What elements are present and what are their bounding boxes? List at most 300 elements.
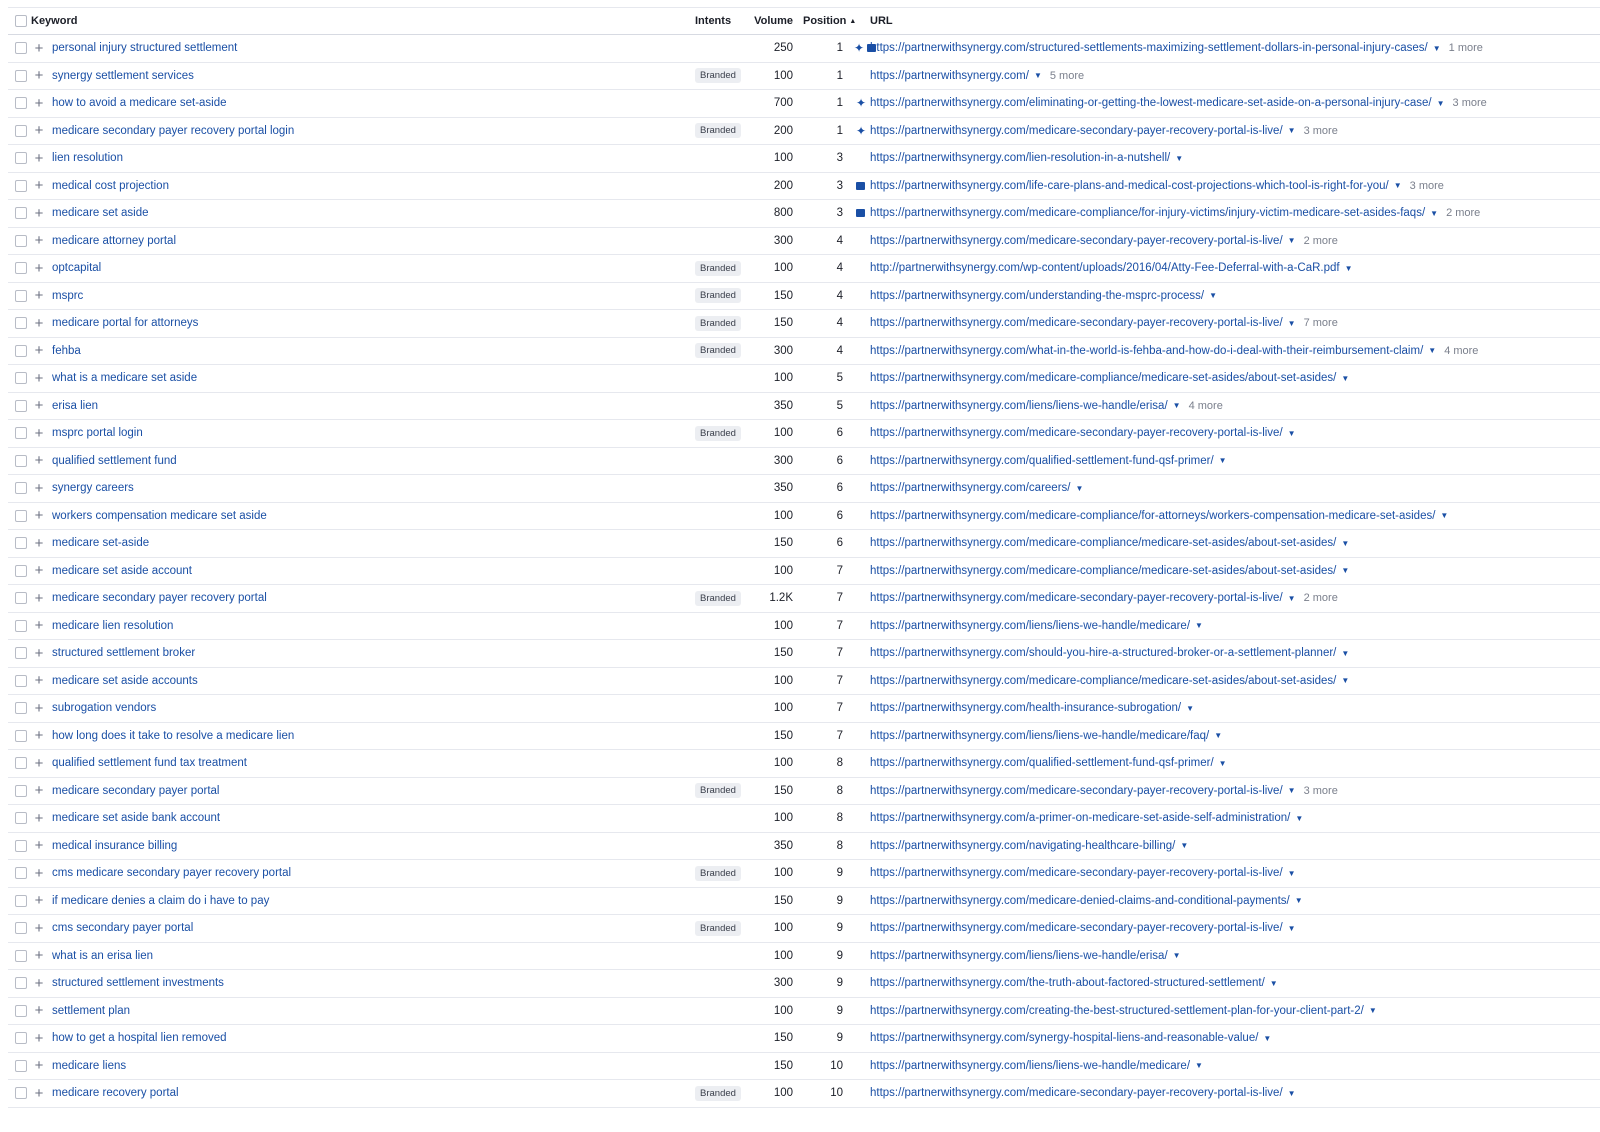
ranking-url-link[interactable]: https://partnerwithsynergy.com/structured-settlements-maximizing-settlement-dollars-in-personal-injury-cases/ xyxy=(870,42,1428,55)
row-checkbox[interactable] xyxy=(15,785,27,797)
ranking-url-link[interactable]: https://partnerwithsynergy.com/medicare-compliance/medicare-set-asides/about-set-asides/ xyxy=(870,564,1337,577)
ranking-url-link[interactable]: https://partnerwithsynergy.com/liens/liens-we-handle/medicare/faq/ xyxy=(870,729,1210,742)
keyword-link[interactable]: medicare attorney portal xyxy=(52,234,177,247)
chevron-down-icon[interactable]: ▼ xyxy=(1287,126,1296,136)
position-value: 7 xyxy=(836,702,843,715)
row-checkbox[interactable] xyxy=(15,97,27,109)
row-checkbox[interactable] xyxy=(15,620,27,632)
keyword-link[interactable]: structured settlement investments xyxy=(52,977,224,990)
add-keyword-button[interactable]: + xyxy=(34,259,44,277)
row-checkbox[interactable] xyxy=(15,42,27,54)
ranking-url-link[interactable]: https://partnerwithsynergy.com/liens/liens-we-handle/medicare/ xyxy=(870,1059,1191,1072)
keyword-link[interactable]: msprc portal login xyxy=(52,427,143,440)
row-checkbox[interactable] xyxy=(15,757,27,769)
row-select-cell[interactable] xyxy=(15,585,27,612)
chevron-down-icon[interactable]: ▼ xyxy=(1195,1061,1203,1071)
intents-column-header[interactable]: Intents xyxy=(695,15,732,27)
volume-value: 150 xyxy=(773,537,793,550)
chevron-down-icon[interactable]: ▼ xyxy=(1218,456,1227,466)
keyword-link[interactable]: medicare set aside accounts xyxy=(52,674,198,687)
row-checkbox[interactable] xyxy=(15,867,27,879)
add-keyword-button[interactable]: + xyxy=(34,397,44,415)
row-select-cell[interactable] xyxy=(15,448,27,475)
ranking-url-link[interactable]: https://partnerwithsynergy.com/the-truth-about-factored-structured-settlement/ xyxy=(870,977,1265,990)
add-keyword-button[interactable]: + xyxy=(34,837,44,855)
chevron-down-icon[interactable]: ▼ xyxy=(1295,813,1304,823)
row-select-cell[interactable] xyxy=(15,35,27,62)
add-keyword-button[interactable]: + xyxy=(34,727,44,745)
keyword-link[interactable]: workers compensation medicare set aside xyxy=(52,509,267,522)
keyword-link[interactable]: medicare recovery portal xyxy=(52,1087,179,1100)
chevron-down-icon[interactable]: ▼ xyxy=(1341,648,1350,658)
keyword-link[interactable]: subrogation vendors xyxy=(52,702,157,715)
branded-badge: Branded xyxy=(695,316,741,331)
add-keyword-button[interactable]: + xyxy=(34,39,44,57)
keyword-link[interactable]: what is a medicare set aside xyxy=(52,372,198,385)
add-keyword-button[interactable]: + xyxy=(34,177,44,195)
row-checkbox[interactable] xyxy=(15,675,27,687)
keyword-link[interactable]: synergy settlement services xyxy=(52,69,194,82)
row-checkbox[interactable] xyxy=(15,1032,27,1044)
row-select-cell[interactable] xyxy=(15,283,27,310)
url-cell xyxy=(870,173,1444,200)
keyword-column-header[interactable]: Keyword xyxy=(31,15,78,27)
branded-badge: Branded xyxy=(695,343,741,358)
add-keyword-button[interactable]: + xyxy=(34,534,44,552)
row-select-cell[interactable] xyxy=(15,365,27,392)
chevron-down-icon[interactable]: ▼ xyxy=(1287,236,1296,246)
row-checkbox[interactable] xyxy=(15,702,27,714)
keyword-link[interactable]: settlement plan xyxy=(52,1004,130,1017)
keyword-link[interactable]: qualified settlement fund xyxy=(52,454,177,467)
keyword-link[interactable]: medical cost projection xyxy=(52,179,169,192)
row-select-cell[interactable] xyxy=(15,860,27,887)
chevron-down-icon[interactable]: ▼ xyxy=(1186,703,1195,713)
add-keyword-button[interactable]: + xyxy=(34,479,44,497)
ranking-url-link[interactable]: https://partnerwithsynergy.com/medicare-secondary-payer-recovery-portal-is-live/ xyxy=(870,592,1283,605)
url-column-header[interactable]: URL xyxy=(870,15,893,27)
ranking-url-link[interactable]: https://partnerwithsynergy.com/health-insurance-subrogation/ xyxy=(870,702,1182,715)
ranking-url-link[interactable]: https://partnerwithsynergy.com/understanding-the-msprc-process/ xyxy=(870,289,1205,302)
row-select-cell[interactable] xyxy=(15,943,27,970)
row-checkbox[interactable] xyxy=(15,70,27,82)
keyword-link[interactable]: medicare secondary payer portal xyxy=(52,784,220,797)
ranking-url-link[interactable]: https://partnerwithsynergy.com/medicare-secondary-payer-recovery-portal-is-live/ xyxy=(870,867,1283,880)
add-keyword-button[interactable]: + xyxy=(34,1002,44,1020)
add-keyword-button[interactable]: + xyxy=(34,782,44,800)
table-row xyxy=(8,118,1600,146)
add-keyword-button[interactable]: + xyxy=(34,1084,44,1102)
row-checkbox[interactable] xyxy=(15,1087,27,1099)
row-checkbox[interactable] xyxy=(15,950,27,962)
chevron-down-icon[interactable]: ▼ xyxy=(1341,373,1350,383)
chevron-down-icon[interactable]: ▼ xyxy=(1344,263,1353,273)
row-select-cell[interactable] xyxy=(15,805,27,832)
add-keyword-button[interactable]: + xyxy=(34,644,44,662)
row-checkbox[interactable] xyxy=(15,510,27,522)
add-keyword-button[interactable]: + xyxy=(34,204,44,222)
chevron-down-icon[interactable]: ▼ xyxy=(1341,538,1350,548)
ranking-url-link[interactable]: https://partnerwithsynergy.com/synergy-hospital-liens-and-reasonable-value/ xyxy=(870,1032,1259,1045)
more-urls-link[interactable]: 7 more xyxy=(1303,317,1338,330)
row-select-cell[interactable] xyxy=(15,63,27,90)
table-row xyxy=(8,943,1600,971)
ranking-url-link[interactable]: https://partnerwithsynergy.com/medicare-denied-claims-and-conditional-payments/ xyxy=(870,894,1290,907)
chevron-down-icon[interactable]: ▼ xyxy=(1218,758,1227,768)
chevron-down-icon[interactable]: ▼ xyxy=(1287,593,1296,603)
branded-badge: Branded xyxy=(695,921,741,936)
row-select-cell[interactable] xyxy=(15,613,27,640)
url-cell xyxy=(870,310,1338,337)
row-select-cell[interactable] xyxy=(15,640,27,667)
row-checkbox[interactable] xyxy=(15,922,27,934)
ranking-url-link[interactable]: https://partnerwithsynergy.com/medicare-secondary-payer-recovery-portal-is-live/ xyxy=(870,922,1283,935)
position-value: 4 xyxy=(836,262,843,275)
chevron-down-icon[interactable]: ▼ xyxy=(1368,1006,1377,1016)
select-all-cell[interactable] xyxy=(15,8,27,34)
row-select-cell[interactable] xyxy=(15,338,27,365)
ranking-url-link[interactable]: https://partnerwithsynergy.com/qualified-settlement-fund-qsf-primer/ xyxy=(870,454,1214,467)
keyword-link[interactable]: optcapital xyxy=(52,262,102,275)
keyword-link[interactable]: medicare lien resolution xyxy=(52,619,174,632)
chevron-down-icon[interactable]: ▼ xyxy=(1440,511,1449,521)
url-cell xyxy=(870,530,1349,557)
row-select-cell[interactable] xyxy=(15,90,27,117)
keyword-link[interactable]: medicare secondary payer recovery portal xyxy=(52,592,267,605)
keyword-link[interactable]: synergy careers xyxy=(52,482,134,495)
more-urls-link[interactable]: 3 more xyxy=(1409,179,1444,192)
add-keyword-button[interactable]: + xyxy=(34,232,44,250)
more-urls-link[interactable]: 3 more xyxy=(1303,784,1338,797)
table-row xyxy=(8,585,1600,613)
table-row xyxy=(8,723,1600,751)
row-checkbox[interactable] xyxy=(15,235,27,247)
ranking-url-link[interactable]: https://partnerwithsynergy.com/what-in-the-world-is-fehba-and-how-do-i-deal-with-their-reimbursement-claim/ xyxy=(870,344,1424,357)
add-keyword-button[interactable]: + xyxy=(34,589,44,607)
keyword-link[interactable]: medicare set aside bank account xyxy=(52,812,221,825)
add-keyword-button[interactable]: + xyxy=(34,122,44,140)
row-select-cell[interactable] xyxy=(15,695,27,722)
ranking-url-link[interactable]: https://partnerwithsynergy.com/eliminating-or-getting-the-lowest-medicare-set-aside-on-a-personal-injury-case/ xyxy=(870,97,1432,110)
chevron-down-icon[interactable]: ▼ xyxy=(1209,291,1217,301)
add-keyword-button[interactable]: + xyxy=(34,919,44,937)
table-row xyxy=(8,833,1600,861)
position-value: 1 xyxy=(836,42,843,55)
ranking-url-link[interactable]: https://partnerwithsynergy.com/should-you-hire-a-structured-broker-or-a-settlement-planner/ xyxy=(870,647,1337,660)
chevron-down-icon[interactable]: ▼ xyxy=(1195,621,1203,631)
table-row xyxy=(8,970,1600,998)
row-checkbox[interactable] xyxy=(15,977,27,989)
position-column-header[interactable] xyxy=(803,8,856,34)
chevron-down-icon[interactable]: ▼ xyxy=(1393,181,1402,191)
row-select-cell[interactable] xyxy=(15,173,27,200)
chevron-down-icon[interactable]: ▼ xyxy=(1175,153,1184,163)
select-all-checkbox[interactable] xyxy=(15,15,27,27)
add-keyword-button[interactable]: + xyxy=(34,809,44,827)
chevron-down-icon[interactable]: ▼ xyxy=(1294,896,1303,906)
add-keyword-button[interactable]: + xyxy=(34,864,44,882)
keyword-link[interactable]: medicare set aside xyxy=(52,207,149,220)
add-keyword-button[interactable]: + xyxy=(34,617,44,635)
url-cell xyxy=(870,228,1338,255)
ranking-url-link[interactable]: https://partnerwithsynergy.com/creating-the-best-structured-settlement-plan-for-your-client-part-2/ xyxy=(870,1004,1364,1017)
chevron-down-icon[interactable]: ▼ xyxy=(1428,346,1437,356)
volume-value: 100 xyxy=(773,867,793,880)
keyword-link[interactable]: qualified settlement fund tax treatment xyxy=(52,757,247,770)
keyword-link[interactable]: how long does it take to resolve a medicare lien xyxy=(52,729,295,742)
chevron-down-icon[interactable]: ▼ xyxy=(1287,923,1296,933)
add-keyword-button[interactable]: + xyxy=(34,149,44,167)
chevron-down-icon[interactable]: ▼ xyxy=(1172,951,1181,961)
row-select-cell[interactable] xyxy=(15,255,27,282)
sparkle-icon: ✦ xyxy=(856,96,867,111)
chevron-down-icon[interactable]: ▼ xyxy=(1341,566,1350,576)
add-keyword-button[interactable]: + xyxy=(34,754,44,772)
chevron-down-icon[interactable]: ▼ xyxy=(1033,71,1042,81)
ranking-url-link[interactable]: https://partnerwithsynergy.com/medicare-secondary-payer-recovery-portal-is-live/ xyxy=(870,234,1283,247)
row-checkbox[interactable] xyxy=(15,455,27,467)
more-urls-link[interactable]: 2 more xyxy=(1303,592,1338,605)
row-select-cell[interactable] xyxy=(15,888,27,915)
add-keyword-button[interactable]: + xyxy=(34,672,44,690)
row-select-cell[interactable] xyxy=(15,503,27,530)
ranking-url-link[interactable]: https://partnerwithsynergy.com/liens/liens-we-handle/erisa/ xyxy=(870,949,1168,962)
keyword-link[interactable]: medicare portal for attorneys xyxy=(52,317,199,330)
more-urls-link[interactable]: 3 more xyxy=(1452,97,1487,110)
position-value: 9 xyxy=(836,1004,843,1017)
branded-badge: Branded xyxy=(695,1086,741,1101)
add-keyword-button[interactable]: + xyxy=(34,287,44,305)
keyword-link[interactable]: medicare secondary payer recovery portal login xyxy=(52,124,295,137)
row-checkbox[interactable] xyxy=(15,345,27,357)
add-keyword-button[interactable]: + xyxy=(34,342,44,360)
row-select-cell[interactable] xyxy=(15,118,27,145)
row-checkbox[interactable] xyxy=(15,592,27,604)
url-cell xyxy=(870,1053,1203,1080)
row-checkbox[interactable] xyxy=(15,1005,27,1017)
keyword-link[interactable]: medical insurance billing xyxy=(52,839,178,852)
row-checkbox[interactable] xyxy=(15,290,27,302)
row-checkbox[interactable] xyxy=(15,207,27,219)
row-select-cell[interactable] xyxy=(15,1025,27,1052)
chevron-down-icon[interactable]: ▼ xyxy=(1287,318,1296,328)
row-select-cell[interactable] xyxy=(15,998,27,1025)
row-checkbox[interactable] xyxy=(15,647,27,659)
ranking-url-link[interactable]: https://partnerwithsynergy.com/ xyxy=(870,69,1029,82)
url-cell xyxy=(870,778,1338,805)
ranking-url-link[interactable]: https://partnerwithsynergy.com/medicare-secondary-payer-recovery-portal-is-live/ xyxy=(870,124,1283,137)
more-urls-link[interactable]: 1 more xyxy=(1448,42,1483,55)
keyword-link[interactable]: erisa lien xyxy=(52,399,99,412)
add-keyword-button[interactable]: + xyxy=(34,1057,44,1075)
more-urls-link[interactable]: 2 more xyxy=(1446,207,1481,220)
row-select-cell[interactable] xyxy=(15,1053,27,1080)
row-select-cell[interactable] xyxy=(15,228,27,255)
keyword-link[interactable]: personal injury structured settlement xyxy=(52,42,238,55)
url-cell xyxy=(870,1025,1271,1052)
chevron-down-icon[interactable]: ▼ xyxy=(1214,731,1223,741)
keyword-link[interactable]: what is an erisa lien xyxy=(52,949,153,962)
row-checkbox[interactable] xyxy=(15,840,27,852)
add-keyword-button[interactable]: + xyxy=(34,94,44,112)
keyword-link[interactable]: medicare set aside account xyxy=(52,564,192,577)
keyword-link[interactable]: fehba xyxy=(52,344,81,357)
keyword-link[interactable]: medicare set-aside xyxy=(52,537,150,550)
ranking-url-link[interactable]: https://partnerwithsynergy.com/a-primer-on-medicare-set-aside-self-administration/ xyxy=(870,812,1291,825)
chevron-down-icon[interactable]: ▼ xyxy=(1287,1088,1296,1098)
table-row xyxy=(8,888,1600,916)
keyword-link[interactable]: lien resolution xyxy=(52,152,123,165)
row-select-cell[interactable] xyxy=(15,475,27,502)
ranking-url-link[interactable]: https://partnerwithsynergy.com/medicare-compliance/medicare-set-asides/about-set-asides/ xyxy=(870,372,1337,385)
volume-value: 100 xyxy=(773,949,793,962)
row-checkbox[interactable] xyxy=(15,812,27,824)
table-row xyxy=(8,393,1600,421)
row-select-cell[interactable] xyxy=(15,530,27,557)
row-select-cell[interactable] xyxy=(15,915,27,942)
add-keyword-button[interactable]: + xyxy=(34,974,44,992)
chevron-down-icon[interactable]: ▼ xyxy=(1287,786,1296,796)
more-urls-link[interactable]: 4 more xyxy=(1444,344,1479,357)
ranking-url-link[interactable]: https://partnerwithsynergy.com/medicare-compliance/for-injury-victims/injury-victim-medicare-set-asides-faqs/ xyxy=(870,207,1426,220)
volume-value: 150 xyxy=(773,1032,793,1045)
more-urls-link[interactable]: 5 more xyxy=(1049,69,1085,82)
row-select-cell[interactable] xyxy=(15,668,27,695)
chevron-down-icon[interactable]: ▼ xyxy=(1180,841,1189,851)
row-select-cell[interactable] xyxy=(15,833,27,860)
row-select-cell[interactable] xyxy=(15,750,27,777)
add-keyword-button[interactable]: + xyxy=(34,947,44,965)
volume-column-header[interactable]: Volume xyxy=(754,15,793,27)
ranking-url-link[interactable]: https://partnerwithsynergy.com/medicare-secondary-payer-recovery-portal-is-live/ xyxy=(870,427,1283,440)
ranking-url-link[interactable]: https://partnerwithsynergy.com/liens/liens-we-handle/erisa/ xyxy=(870,399,1168,412)
row-select-cell[interactable] xyxy=(15,310,27,337)
chevron-down-icon[interactable]: ▼ xyxy=(1172,401,1181,411)
row-checkbox[interactable] xyxy=(15,895,27,907)
add-keyword-button[interactable]: + xyxy=(34,562,44,580)
add-keyword-button[interactable]: + xyxy=(34,699,44,717)
position-value: 9 xyxy=(836,1032,843,1045)
row-select-cell[interactable] xyxy=(15,778,27,805)
row-checkbox[interactable] xyxy=(15,400,27,412)
row-checkbox[interactable] xyxy=(15,372,27,384)
add-keyword-button[interactable]: + xyxy=(34,507,44,525)
chevron-down-icon[interactable]: ▼ xyxy=(1287,868,1296,878)
row-select-cell[interactable] xyxy=(15,558,27,585)
row-checkbox[interactable] xyxy=(15,482,27,494)
row-checkbox[interactable] xyxy=(15,730,27,742)
keyword-link[interactable]: how to get a hospital lien removed xyxy=(52,1032,227,1045)
url-cell xyxy=(870,35,1483,62)
add-keyword-button[interactable]: + xyxy=(34,369,44,387)
sparkle-icon: ✦ xyxy=(856,123,867,138)
add-keyword-button[interactable]: + xyxy=(34,424,44,442)
chevron-down-icon[interactable]: ▼ xyxy=(1269,978,1278,988)
row-checkbox[interactable] xyxy=(15,317,27,329)
row-select-cell[interactable] xyxy=(15,200,27,227)
position-value: 5 xyxy=(836,399,843,412)
ranking-url-link[interactable]: http://partnerwithsynergy.com/wp-content/uploads/2016/04/Atty-Fee-Deferral-with-a-CaR.pdf xyxy=(870,262,1340,275)
ranking-url-link[interactable]: https://partnerwithsynergy.com/medicare-secondary-payer-recovery-portal-is-live/ xyxy=(870,317,1283,330)
row-select-cell[interactable] xyxy=(15,1080,27,1107)
row-select-cell[interactable] xyxy=(15,393,27,420)
keyword-link[interactable]: msprc xyxy=(52,289,84,302)
row-checkbox[interactable] xyxy=(15,427,27,439)
branded-badge: Branded xyxy=(695,123,741,138)
table-row xyxy=(8,200,1600,228)
row-select-cell[interactable] xyxy=(15,970,27,997)
add-keyword-button[interactable]: + xyxy=(34,452,44,470)
ranking-url-link[interactable]: https://partnerwithsynergy.com/medicare-compliance/medicare-set-asides/about-set-asides/ xyxy=(870,674,1337,687)
row-select-cell[interactable] xyxy=(15,420,27,447)
row-select-cell[interactable] xyxy=(15,723,27,750)
ranking-url-link[interactable]: https://partnerwithsynergy.com/medicare-compliance/for-attorneys/workers-compensation-medicare-set-asides/ xyxy=(870,509,1436,522)
keyword-link[interactable]: if medicare denies a claim do i have to pay xyxy=(52,894,270,907)
add-keyword-button[interactable]: + xyxy=(34,892,44,910)
ranking-url-link[interactable]: https://partnerwithsynergy.com/medicare-secondary-payer-recovery-portal-is-live/ xyxy=(870,1087,1283,1100)
chevron-down-icon[interactable]: ▼ xyxy=(1430,208,1439,218)
chevron-down-icon[interactable]: ▼ xyxy=(1436,98,1445,108)
row-checkbox[interactable] xyxy=(15,180,27,192)
url-cell xyxy=(870,860,1296,887)
url-cell xyxy=(870,613,1203,640)
ranking-url-link[interactable]: https://partnerwithsynergy.com/medicare-secondary-payer-recovery-portal-is-live/ xyxy=(870,784,1283,797)
ranking-url-link[interactable]: https://partnerwithsynergy.com/liens/liens-we-handle/medicare/ xyxy=(870,619,1191,632)
position-value: 7 xyxy=(836,674,843,687)
row-checkbox[interactable] xyxy=(15,1060,27,1072)
branded-badge: Branded xyxy=(695,591,741,606)
keyword-link[interactable]: structured settlement broker xyxy=(52,647,196,660)
chevron-down-icon[interactable]: ▼ xyxy=(1075,483,1084,493)
volume-value: 350 xyxy=(773,482,793,495)
row-select-cell[interactable] xyxy=(15,145,27,172)
add-keyword-button[interactable]: + xyxy=(34,67,44,85)
row-checkbox[interactable] xyxy=(15,565,27,577)
ranking-url-link[interactable]: https://partnerwithsynergy.com/qualified-settlement-fund-qsf-primer/ xyxy=(870,757,1214,770)
more-urls-link[interactable]: 3 more xyxy=(1303,124,1338,137)
intent-cell xyxy=(695,420,741,447)
volume-value: 100 xyxy=(773,372,793,385)
ranking-url-link[interactable]: https://partnerwithsynergy.com/careers/ xyxy=(870,482,1071,495)
row-checkbox[interactable] xyxy=(15,262,27,274)
more-urls-link[interactable]: 2 more xyxy=(1303,234,1338,247)
table-row xyxy=(8,35,1600,63)
chevron-down-icon[interactable]: ▼ xyxy=(1432,43,1441,53)
more-urls-link[interactable]: 4 more xyxy=(1188,399,1223,412)
table-row xyxy=(8,668,1600,696)
ranking-url-link[interactable]: https://partnerwithsynergy.com/medicare-compliance/medicare-set-asides/about-set-asides/ xyxy=(870,537,1337,550)
row-checkbox[interactable] xyxy=(15,537,27,549)
row-checkbox[interactable] xyxy=(15,125,27,137)
position-value: 7 xyxy=(836,564,843,577)
add-keyword-button[interactable]: + xyxy=(34,314,44,332)
add-keyword-button[interactable]: + xyxy=(34,1029,44,1047)
branded-badge: Branded xyxy=(695,288,741,303)
chevron-down-icon[interactable]: ▼ xyxy=(1287,428,1296,438)
table-row xyxy=(8,310,1600,338)
chevron-down-icon[interactable]: ▼ xyxy=(1263,1033,1272,1043)
keyword-link[interactable]: cms medicare secondary payer recovery portal xyxy=(52,867,292,880)
keyword-link[interactable]: how to avoid a medicare set-aside xyxy=(52,97,227,110)
ranking-url-link[interactable]: https://partnerwithsynergy.com/navigating-healthcare-billing/ xyxy=(870,839,1176,852)
keyword-link[interactable]: cms secondary payer portal xyxy=(52,922,194,935)
chevron-down-icon[interactable]: ▼ xyxy=(1341,676,1350,686)
ranking-url-link[interactable]: https://partnerwithsynergy.com/lien-resolution-in-a-nutshell/ xyxy=(870,152,1171,165)
volume-value: 350 xyxy=(773,399,793,412)
ranking-url-link[interactable]: https://partnerwithsynergy.com/life-care-plans-and-medical-cost-projections-which-tool-is-right-for-you/ xyxy=(870,179,1389,192)
keyword-link[interactable]: medicare liens xyxy=(52,1059,127,1072)
row-checkbox[interactable] xyxy=(15,152,27,164)
